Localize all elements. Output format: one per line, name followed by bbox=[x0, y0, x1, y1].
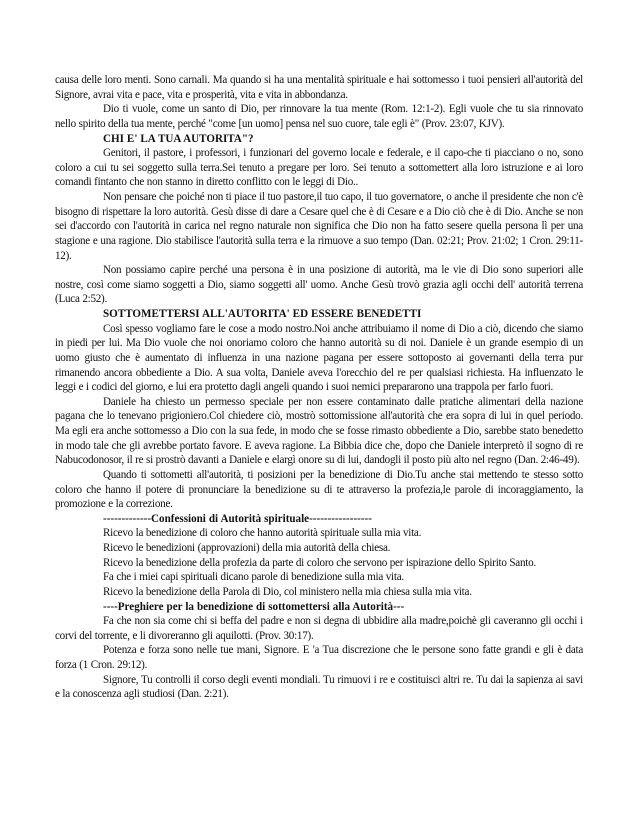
prayer-item: Signore, Tu controlli il corso degli eventi mondiali. Tu rimuovi i re e costituisci altri re. Tu dai la sapienza ai savi e la conoscenza agli studiosi (Dan. 2:21). bbox=[55, 673, 583, 701]
heading-chi-e-la-tua-autorita: CHI E' LA TUA AUTORITA"? bbox=[103, 132, 254, 145]
heading-confessioni: -------------Confessioni di Autorità spirituale----------------- bbox=[103, 512, 372, 525]
confession-item: Ricevo la benedizione della Parola di Dio, col ministero nella mia chiesa sulla mia vita. bbox=[103, 585, 472, 598]
paragraph-daniele: Daniele ha chiesto un permesso speciale per non essere contaminato dalle pratiche alimentari della nazione pagana che lo tenevano prigioniero.Col chiedere ciò, mostrò sottomissione all'autorità che era sopra di lui in quel periodo. Ma egli era anche sottomesso a Dio con la sua fede, in modo che se fosse rimasto obbediente a Dio, sarebbe stato benedetto in modo tale che gli avrebbe portato favore. E aveva ragione. La Bibbia dice che, dopo che Daniele interpretò il sogno di re Nabucodonosor, il re si prostrò davanti a Daniele e elargì onore su di lui, dandogli il posto più alto nel regno (Dan. 2:46-49). bbox=[55, 395, 583, 467]
confession-item: Ricevo la benedizione di coloro che hanno autorità spirituale sulla mia vita. bbox=[103, 527, 422, 540]
paragraph-genitori: Genitori, il pastore, i professori, i funzionari del governo locale e federale, e il capo-che ti piacciano o no, sono coloro a cui tu sei soggetto sulla terra.Sei tenuto a pregare per loro. Sei tenuto a sottomettert alla loro istruzione e ai loro comandi fintanto che non stanno in diretto conflitto con le leggi di Dio.. bbox=[55, 147, 583, 189]
heading-preghiere: ----Preghiere per la benedizione di sottomettersi alla Autorità--- bbox=[103, 600, 405, 613]
prayer-item: Fa che non sia come chi si beffa del padre e non si degna di ubbidire alla madre,poichè gli caveranno gli occhi i corvi del torrente, e li divoreranno gli aquilotti. (Prov. 30:17). bbox=[55, 615, 583, 642]
paragraph-renew-mind: Dio ti vuole, come un santo di Dio, per rinnovare la tua mente (Rom. 12:1-2). Egli vuole che tu sia rinnovato nello spirito della tua mente, perché "come [un uomo] pensa nel suo cuore, tale egli è" (Prov. 23:07, KJV). bbox=[55, 103, 583, 130]
confession-item: Fa che i miei capi spirituali dicano parole di benedizione sulla mia vita. bbox=[103, 571, 404, 584]
confession-item: Ricevo le benedizioni (approvazioni) della mia autorità della chiesa. bbox=[103, 542, 391, 554]
paragraph-non-possiamo: Non possiamo capire perché una persona è in una posizione di autorità, ma le vie di Dio sono superiori alle nostre, così come siamo soggetti a Dio, siamo soggetti all' uomo. Anche Gesù trovò grazia agli occhi dell' autorità terrena (Luca 2:52). bbox=[55, 264, 583, 306]
paragraph-continuation: causa delle loro menti. Sono carnali. Ma quando si ha una mentalità spirituale e hai sottomesso i tuoi pensieri all'autorità del Signore, avrai vita e pace, vita e prosperità, vita e vita in abbondanza. bbox=[55, 74, 583, 101]
prayer-item: Potenza e forza sono nelle tue mani, Signore. E 'a Tua discrezione che le persone sono fatte grandi e gli è data forza (1 Cron. 29:12). bbox=[55, 644, 583, 671]
heading-sottomettersi: SOTTOMETTERSI ALL'AUTORITA' ED ESSERE BENEDETTI bbox=[103, 308, 422, 320]
paragraph-non-pensare: Non pensare che poiché non ti piace il tuo pastore,il tuo capo, il tuo governatore, o anche il presidente che non c'è bisogno di rispettare la loro autorità. Gesù disse di dare a Cesare quel che è di Cesare e a Dio ciò che è di Dio. Anche se non sei d'accordo con l'autorità in carica nel regno naturale non significa che Dio non ha fatto sesere quella persona lì per una stagione e una ragione. Dio stabilisce l'autorità sulla terra e la rimuove a suo tempo (Dan. 02:21; Prov. 21:02; 1 Cron. 29:11-12). bbox=[55, 191, 583, 262]
document-page bbox=[55, 73, 583, 702]
confession-item: Ricevo la benedizione della profezia da parte di coloro che servono per ispirazione dello Spirito Santo. bbox=[103, 556, 536, 569]
paragraph-quando-ti-sottometti: Quando ti sottometti all'autorità, ti posizioni per la benedizione di Dio.Tu anche stai mettendo te stesso sotto coloro che hanno il potere di pronunciare la benedizione su di te attraverso la profezia,le parole di incoraggiamento, la promozione e la correzione. bbox=[55, 468, 583, 511]
paragraph-cosi-spesso: Così spesso vogliamo fare le cose a modo nostro.Noi anche attribuiamo il nome di Dio a ciò, dicendo che siamo in piedi per lui. Ma Dio vuole che noi onoriamo coloro che hanno autorità su di noi. Daniele è un grande esempio di un uomo giusto che è aumentato di influenza in una nazione pagana per essere sottoposto ai governanti della terra pur rimanendo ancora obbediente a Dio. A sua volta, Daniele aveva l'orecchio del re per qualsiasi richiesta. Ha influenzato le leggi e i codici del giorno, e lui era protetto dagli angeli quando i suoi nemici prepararono una trappola per farlo fuori. bbox=[55, 322, 583, 394]
